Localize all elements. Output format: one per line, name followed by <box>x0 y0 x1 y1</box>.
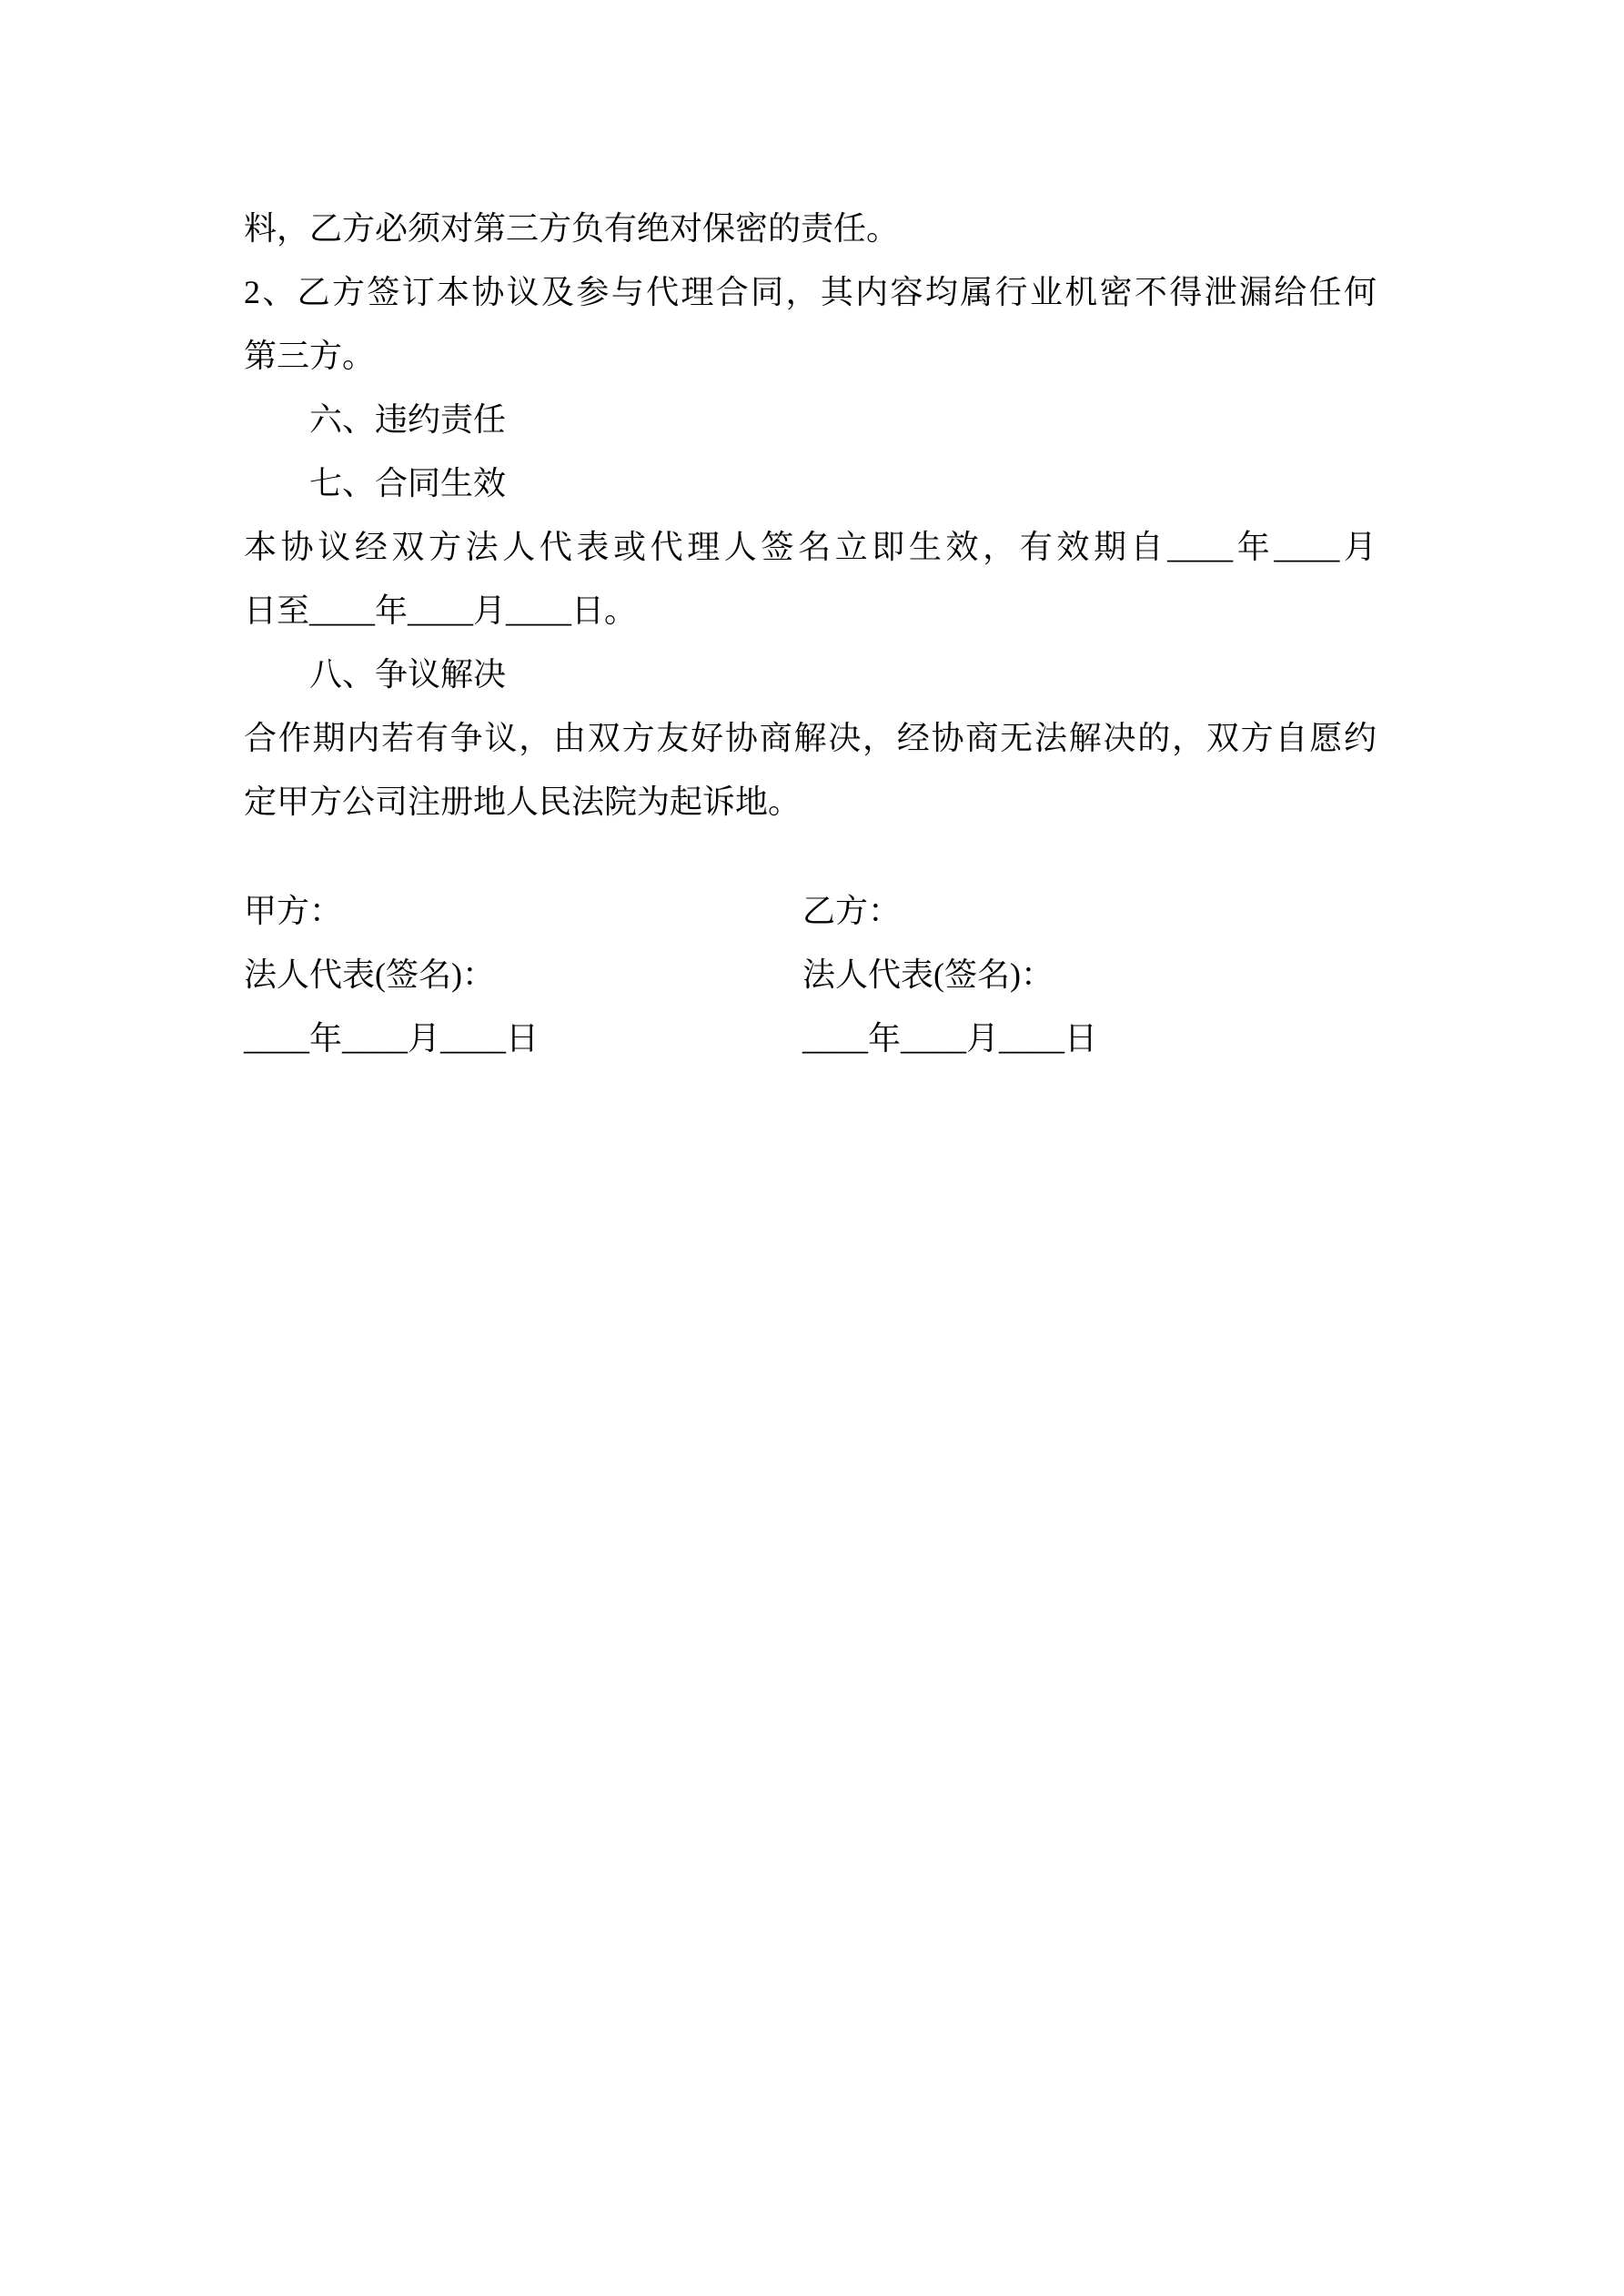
text-line: 日至____年____月____日。 <box>244 592 638 629</box>
party-b-title: 乙方： <box>802 893 902 929</box>
party-b-date-line: ____年____月____日 <box>802 1020 1098 1057</box>
party-a-title: 甲方： <box>244 893 343 929</box>
party-b-representative-label: 法人代表(签名)： <box>802 956 1054 993</box>
text-line: 定甲方公司注册地人民法院为起诉地。 <box>244 784 802 820</box>
text-line-section-heading: 七、合同生效 <box>309 465 507 501</box>
party-b-column <box>802 879 1377 1070</box>
party-a-column <box>244 879 802 1070</box>
party-a-date-line: ____年____月____日 <box>244 1020 540 1057</box>
text-line: 合作期内若有争议，由双方友好协商解决，经协商无法解决的，双方自愿约 <box>244 720 1377 756</box>
text-line: 本协议经双方法人代表或代理人签名立即生效，有效期自____年____月 <box>244 529 1377 565</box>
text-line-section-heading: 六、违约责任 <box>309 401 507 438</box>
text-line-section-heading: 八、争议解决 <box>309 656 507 693</box>
text-line: 第三方。 <box>244 338 376 374</box>
text-line: 2、乙方签订本协议及参与代理合同，其内容均属行业机密不得泄漏给任何 <box>244 274 1377 310</box>
text-line: 料，乙方必须对第三方负有绝对保密的责任。 <box>244 210 900 247</box>
party-a-representative-label: 法人代表(签名)： <box>244 956 495 993</box>
signature-block <box>244 879 1377 1070</box>
contract-body-text <box>244 197 1377 834</box>
